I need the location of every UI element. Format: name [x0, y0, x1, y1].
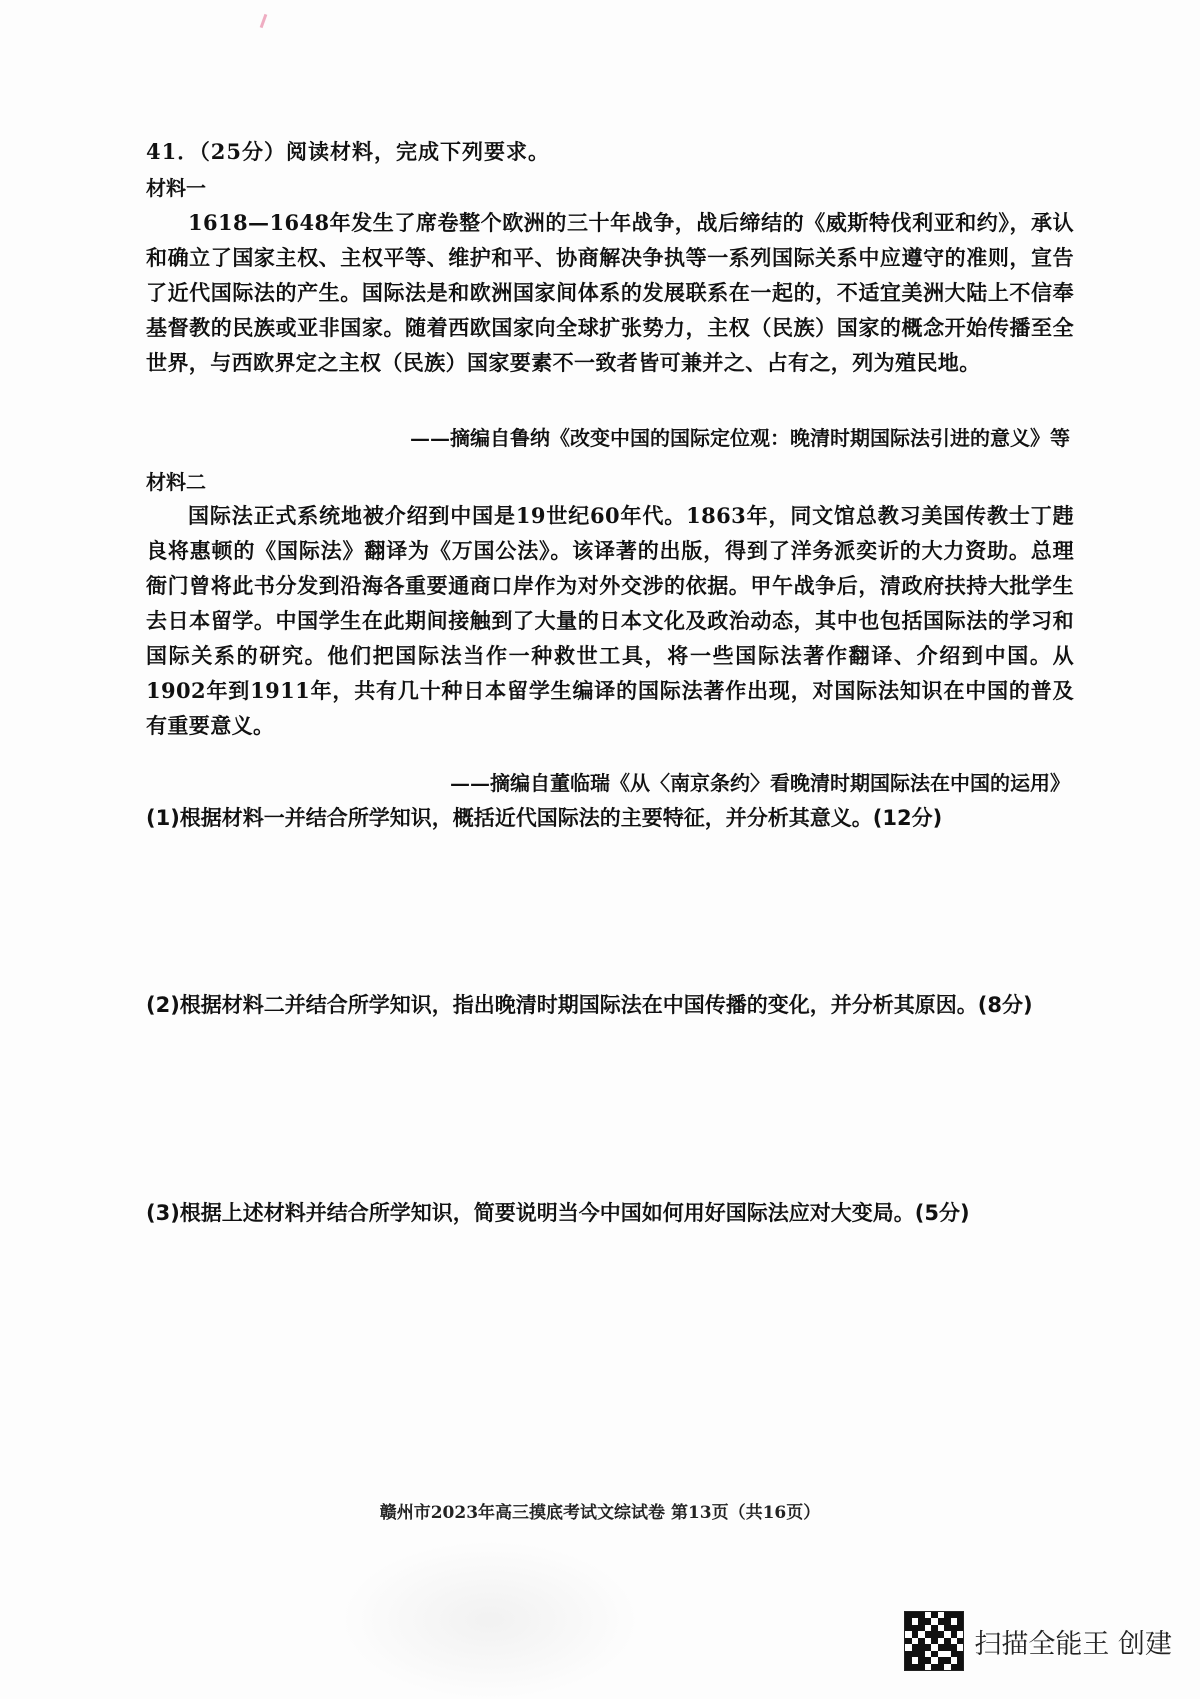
pen-mark: [260, 14, 268, 28]
qr-code-icon: [904, 1611, 964, 1671]
page-footer: 赣州市2023年高三摸底考试文综试卷 第13页（共16页）: [379, 1503, 821, 1523]
scan-smudge: [340, 1540, 640, 1700]
scanner-watermark: [904, 1611, 1172, 1671]
question-header: 41．（25分）阅读材料，完成下列要求。: [146, 139, 550, 164]
watermark-text: 扫描全能王 创建: [974, 1628, 1172, 1660]
material1-text: 1618—1648年发生了席卷整个欧洲的三十年战争，战后缔结的《威斯特伐利亚和约》，承认和确立了国家主权、主权平等、维护和平、协商解决争执等一系列国际关系中应遵守的准则，宣告了近代国际法的产生。国际法是和欧洲国家间体系的发展联系在一起的，不适宜美洲大陆上不信奉基督教的民族或亚非国家。随着西欧国家向全球扩张势力，主权（民族）国家的概念开始传播至全世界，与西欧界定之主权（民族）国家要素不一致者皆可兼并之、占有之，列为殖民地。: [146, 210, 1074, 375]
material2-text: 国际法正式系统地被介绍到中国是19世纪60年代。1863年，同文馆总教习美国传教士丁韪良将惠顿的《国际法》翻译为《万国公法》。该译著的出版，得到了洋务派奕䜣的大力资助。总理衙门曾将此书分发到沿海各重要通商口岸作为对外交涉的依据。甲午战争后，清政府扶持大批学生去日本留学。中国学生在此期间接触到了大量的日本文化及政治动态，其中也包括国际法的学习和国际关系的研究。他们把国际法当作一种救世工具，将一些国际法著作翻译、介绍到中国。从1902年到1911年，共有几十种日本留学生编译的国际法著作出现，对国际法知识在中国的普及有重要意义。: [146, 503, 1074, 738]
question-3: (3)根据上述材料并结合所学知识，简要说明当今中国如何用好国际法应对大变局。(5分): [146, 1201, 970, 1225]
material2-label: 材料二: [146, 470, 206, 494]
material1-label: 材料一: [146, 176, 206, 200]
material1-source: ——摘编自鲁纳《改变中国的国际定位观：晚清时期国际法引进的意义》等: [410, 426, 1070, 450]
material2-source: ——摘编自董临瑞《从〈南京条约〉看晚清时期国际法在中国的运用》: [450, 771, 1070, 795]
question-1: (1)根据材料一并结合所学知识，概括近代国际法的主要特征，并分析其意义。(12分): [146, 806, 943, 830]
question-2: (2)根据材料二并结合所学知识，指出晚清时期国际法在中国传播的变化，并分析其原因。(8分): [146, 993, 1033, 1017]
